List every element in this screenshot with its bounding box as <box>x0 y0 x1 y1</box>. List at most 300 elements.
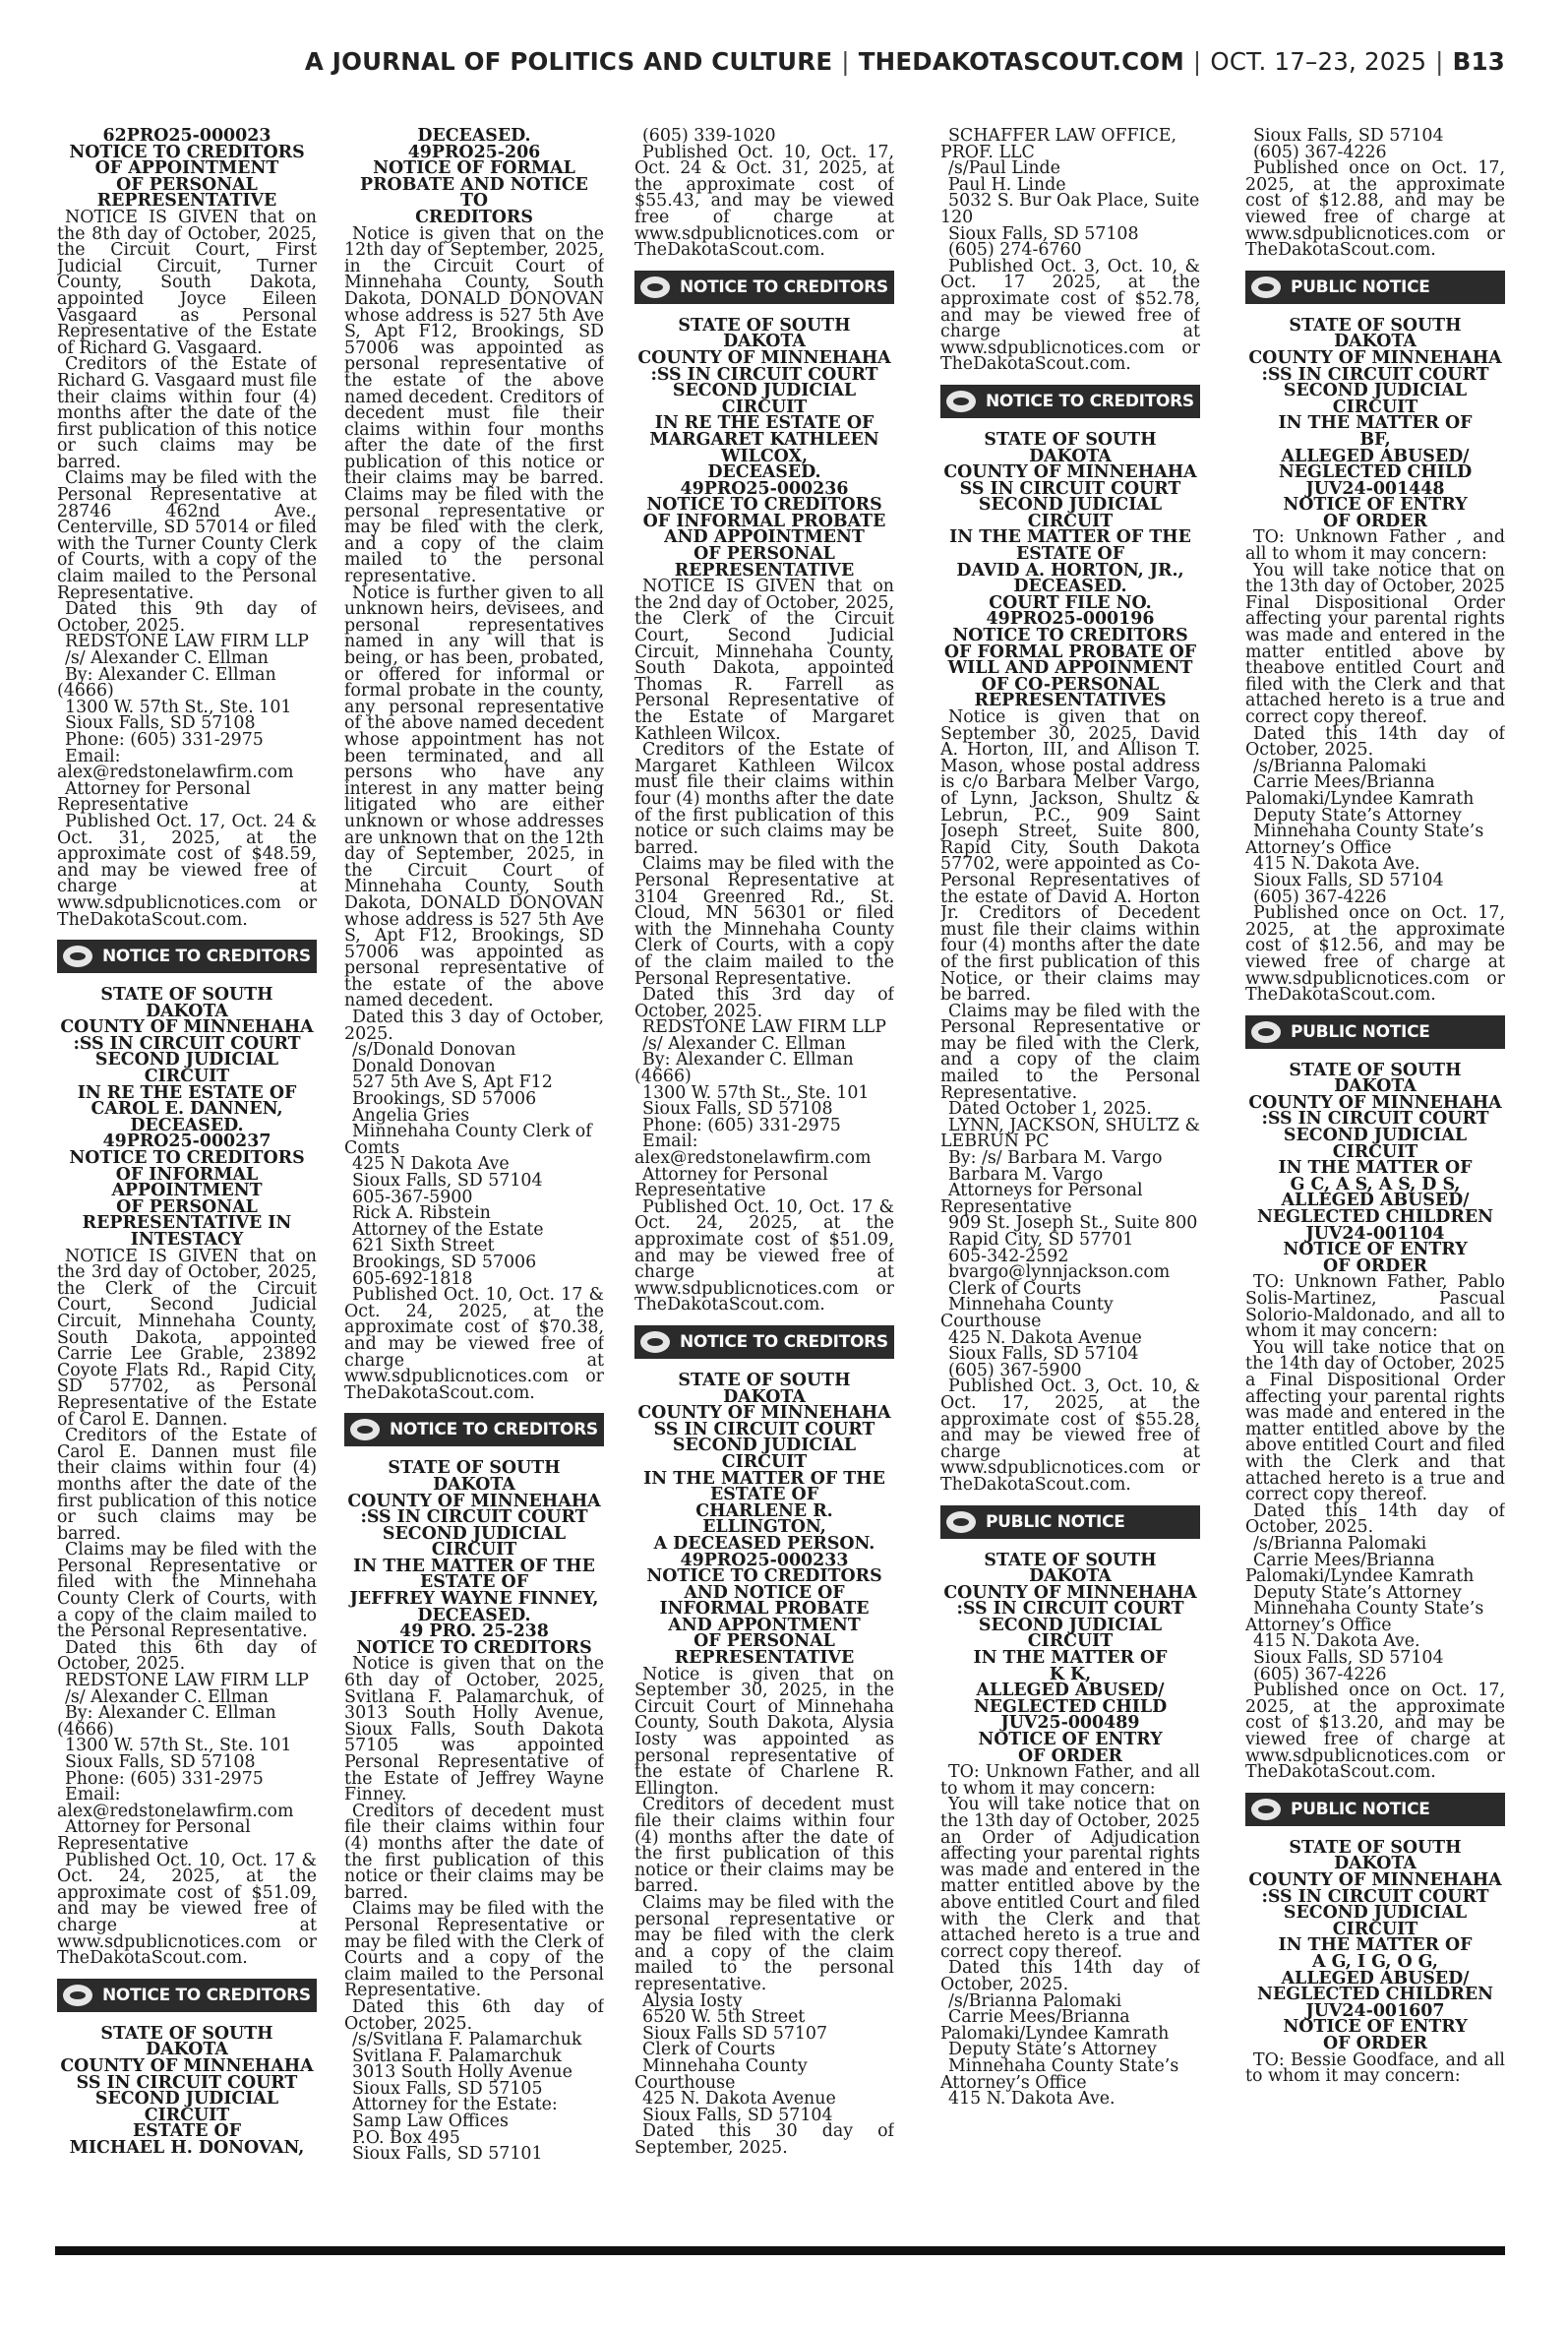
notice-heading-line: NOTICE TO CREDITORS <box>69 142 305 162</box>
notice-heading-line: SECOND JUDICIAL <box>1283 1126 1468 1146</box>
notice-to-creditors-banner <box>344 1413 604 1446</box>
journal-tagline: A JOURNAL OF POLITICS AND CULTURE <box>304 47 833 76</box>
notice-paragraph: TO: Unknown Father, Pablo Solis-Martinez, Pascual Solorio-Maldonado, and all to whom it may concern: <box>1245 1272 1505 1342</box>
notice-paragraph: Dated this 14th day of October, 2025. <box>1245 723 1505 761</box>
notice-paragraph: TO: Unknown Father , and all to whom it may concern: <box>1245 527 1505 565</box>
notice-heading-line: A G, I G, O G, <box>1312 1951 1438 1972</box>
signature-line: 909 St. Joseph St., Suite 800 <box>948 1213 1198 1234</box>
banner-label: PUBLIC NOTICE <box>986 1511 1125 1532</box>
signature-line: 415 N. Dakota Ave. <box>948 2089 1116 2110</box>
notice-heading-line: IN THE MATTER OF <box>973 1648 1168 1669</box>
notice-heading-line: STATE OF SOUTH DAKOTA <box>678 1370 851 1407</box>
signature-line: (605) 367-4226 <box>1253 142 1387 162</box>
signature-line: Attorney for Personal Representative <box>57 778 251 816</box>
notice-paragraph: Published Oct. 10, Oct. 17, Oct. 24 & Oct. 31, 2025, at the approximate cost of $55.43, and may be viewed free of charge at www.sdpublicnotices.com or TheDakotaScout.com. <box>634 142 894 261</box>
scout-logo-icon <box>1251 1021 1281 1043</box>
notice-heading-line: SECOND JUDICIAL <box>978 495 1163 516</box>
scout-logo-icon <box>63 1985 92 2006</box>
notice-heading-line: CIRCUIT <box>1332 397 1418 417</box>
notice-heading-line: OF PERSONAL <box>694 544 835 565</box>
signature-line: Donald Donovan <box>352 1056 496 1076</box>
notice-paragraph: Dated this 3 day of October, 2025. <box>344 1008 604 1044</box>
banner-label: NOTICE TO CREDITORS <box>102 947 311 967</box>
notice-heading-line: NOTICE OF ENTRY <box>978 1730 1163 1750</box>
notice-heading-line: OF PERSONAL <box>116 1196 258 1217</box>
column-2 <box>344 128 604 2233</box>
signature-line: Deputy State’s Attorney <box>948 2040 1157 2060</box>
signature-line: 621 Sixth Street <box>352 1236 495 1256</box>
notice-heading-line: IN RE THE ESTATE OF <box>77 1082 297 1103</box>
signature-line: Rick A. Ribstein <box>352 1203 491 1224</box>
notice-heading-line: NOTICE TO CREDITORS <box>646 1566 882 1587</box>
notice-heading-line: DECEASED. <box>1013 577 1127 597</box>
notice-heading-line: COUNTY OF MINNEHAHA <box>943 462 1197 483</box>
signature-line: Minnehaha County Courthouse <box>940 1295 1114 1331</box>
notice-heading-line: SECOND JUDICIAL <box>94 2089 279 2110</box>
notice-heading-line: CIRCUIT <box>144 1067 230 1087</box>
notice-paragraph: Dated this 14th day of October, 2025. <box>1245 1500 1505 1538</box>
signature-line: P.O. Box 495 <box>352 2127 460 2148</box>
signature-line: (605) 367-4226 <box>1253 887 1387 907</box>
notice-heading-line: OF PERSONAL <box>694 1631 835 1652</box>
signature-line: /s/Paul Linde <box>948 158 1060 179</box>
signature-line: Clerk of Courts <box>642 2040 776 2060</box>
notice-heading-line: NOTICE OF ENTRY <box>1283 495 1468 516</box>
banner-label: PUBLIC NOTICE <box>1291 276 1430 297</box>
notice-heading-line: :SS IN CIRCUIT COURT <box>1261 1886 1489 1907</box>
notice-heading-line: DECEASED. <box>707 462 821 483</box>
notice-heading-line: REPRESENTATIVES <box>974 691 1167 711</box>
signature-line: 415 N. Dakota Ave. <box>1253 854 1420 875</box>
notice-heading-line: CIRCUIT <box>1027 511 1114 531</box>
signature-line: Minnehaha County State’s Attorney’s Office <box>1245 1599 1484 1635</box>
public-notice-banner <box>1245 1793 1505 1826</box>
signature-line: Attorney for Personal Representative <box>57 1817 251 1854</box>
signature-line: Angelia Gries <box>352 1105 470 1126</box>
notice-heading-line: 49 PRO. 25-238 <box>399 1621 549 1642</box>
signature-line: 425 N. Dakota Avenue <box>642 2089 836 2110</box>
notice-paragraph: Published Oct. 10, Oct. 17 & Oct. 24, 2025, at the approximate cost of $70.38, and may be viewed free of charge at www.sdpublicnotices.com or TheDakotaScout.com. <box>344 1285 604 1403</box>
signature-line: Deputy State’s Attorney <box>1253 805 1462 826</box>
signature-line: By: Alexander C. Ellman (4666) <box>634 1050 854 1087</box>
notice-heading-line: ESTATE OF <box>709 1485 819 1505</box>
notice-heading-line: ALLEGED ABUSED/ <box>1281 1191 1470 1211</box>
signature-line: Brookings, SD 57006 <box>352 1089 537 1110</box>
scout-logo-icon <box>640 1331 670 1353</box>
notice-paragraph: Published Oct. 17, Oct. 24 & Oct. 31, 2025, at the approximate cost of $48.59, and may be viewed free of charge at www.sdpublicnotices.com or TheDakotaScout.com. <box>57 811 317 930</box>
signature-line: Attorney for Personal Representative <box>634 1164 828 1201</box>
notice-heading-line: STATE OF SOUTH DAKOTA <box>100 2023 273 2060</box>
notice-heading-line: PROBATE AND NOTICE TO <box>360 174 588 212</box>
notice-heading-line: IN THE MATTER OF THE <box>949 527 1191 548</box>
notice-heading-line: COUNTY OF MINNEHAHA <box>1248 347 1502 368</box>
public-notice-banner <box>1245 1015 1505 1049</box>
signature-line: Email: alex@redstonelawfirm.com <box>57 746 294 783</box>
notice-heading-line: MICHAEL H. DONOVAN, <box>69 2137 305 2158</box>
signature-line: Attorney of the Estate <box>352 1219 544 1240</box>
notice-heading-line: SS IN CIRCUIT COURT <box>76 2072 298 2093</box>
notice-heading-line: STATE OF SOUTH DAKOTA <box>984 1550 1157 1587</box>
signature-line: Sioux Falls, SD 57104 <box>352 1171 543 1191</box>
notice-paragraph: Dated this 9th day of October, 2025. <box>57 599 317 636</box>
notice-paragraph: Dated this 3rd day of October, 2025. <box>634 985 894 1021</box>
signature-line: Phone: (605) 331-2975 <box>642 1115 841 1135</box>
signature-line: Barbara M. Vargo <box>948 1164 1104 1185</box>
notice-heading-line: COUNTY OF MINNEHAHA <box>637 347 891 368</box>
notice-to-creditors-banner <box>940 385 1200 418</box>
signature-line: Rapid City, SD 57701 <box>948 1230 1134 1250</box>
notice-heading-line: NOTICE OF FORMAL <box>373 158 575 179</box>
notice-paragraph: Dated this 6th day of October, 2025. <box>57 1637 317 1675</box>
notice-to-creditors-banner <box>634 271 894 304</box>
notice-heading-line: AND APPONTMENT <box>668 1615 861 1635</box>
signature-line: 605-342-2592 <box>948 1246 1069 1266</box>
notice-paragraph: Claims may be filed with the Personal Representative or may be filed with the Clerk of Courts and a copy of the claim mailed to the Personal Representative. <box>344 1899 604 2001</box>
notice-heading-line: STATE OF SOUTH DAKOTA <box>678 315 851 352</box>
signature-line: (605) 367-5900 <box>948 1360 1082 1380</box>
notice-heading-line: BF, <box>1359 429 1391 450</box>
notice-heading-line: CIRCUIT <box>1332 1141 1418 1162</box>
signature-line: Sioux Falls, SD 57104 <box>1253 1648 1444 1669</box>
notice-heading-line: SECOND JUDICIAL <box>382 1523 567 1544</box>
signature-line: SCHAFFER LAW OFFICE, PROF. LLC <box>940 128 1176 162</box>
signature-line: 5032 S. Bur Oak Place, Suite 120 <box>940 191 1200 227</box>
column-4 <box>940 128 1200 2233</box>
notice-heading-line: K K, <box>1049 1664 1092 1684</box>
notice-heading-line: REPRESENTATIVE <box>674 560 855 581</box>
notice-heading-line: G C, A S, A S, D S, <box>1290 1174 1461 1194</box>
notice-heading-line: JUV24-001104 <box>1305 1223 1445 1244</box>
notice-heading-line: ALLEGED ABUSED/ <box>976 1681 1165 1701</box>
signature-line: Attorneys for Personal Representative <box>940 1181 1143 1217</box>
signature-line: Samp Law Offices <box>352 2111 509 2132</box>
notice-heading-line: INFORMAL PROBATE <box>659 1599 870 1620</box>
notice-heading-line: 49PRO25-000233 <box>680 1550 849 1570</box>
notice-heading-line: AND NOTICE OF <box>684 1582 845 1603</box>
notice-heading-line: JEFFREY WAYNE FINNEY, <box>349 1589 599 1610</box>
signature-line: /s/Brianna Palomaki <box>948 1990 1122 2011</box>
notice-heading-line: COUNTY OF MINNEHAHA <box>637 1403 891 1424</box>
signature-line: 6520 W. 5th Street <box>642 2007 806 2028</box>
signature-line: Alysia Iosty <box>642 1990 743 2011</box>
notice-heading-line: CREDITORS <box>415 207 533 227</box>
banner-label: NOTICE TO CREDITORS <box>986 391 1194 411</box>
notice-heading-line: INTESTACY <box>130 1230 244 1250</box>
notice-heading-line: DECEASED. <box>417 128 531 146</box>
notice-heading-line: COUNTY OF MINNEHAHA <box>60 2055 314 2076</box>
signature-line: Sioux Falls, SD 57105 <box>352 2078 543 2099</box>
notice-heading-line: 49PRO25-000236 <box>680 478 849 499</box>
notice-heading-line: :SS IN CIRCUIT COURT <box>1261 364 1489 385</box>
banner-label: PUBLIC NOTICE <box>1291 1799 1430 1819</box>
notice-heading-line: IN THE MATTER OF <box>1278 413 1473 434</box>
notice-heading-line: IN THE MATTER OF <box>1278 1935 1473 1956</box>
notice-heading-line: REPRESENTATIVE <box>96 191 277 212</box>
notice-heading-line: 49PRO25-000237 <box>102 1132 271 1152</box>
notice-heading-line: ESTATE OF <box>132 2121 242 2142</box>
notice-paragraph: Claims may be filed with the Personal Representative or filed with the Minnehaha County Clerk of Courts, with a copy of the claim mailed to the Personal Representative. <box>57 1540 317 1642</box>
notice-heading-line: SS IN CIRCUIT COURT <box>653 1419 875 1439</box>
notice-paragraph: Published Oct. 3, Oct. 10, & Oct. 17, 2025, at the approximate cost of $55.28, and may be viewed free of charge at www.sdpublicnotices.com or TheDakotaScout.com. <box>940 1377 1200 1495</box>
signature-line: Sioux Falls, SD 57101 <box>352 2144 543 2165</box>
notice-heading-line: STATE OF SOUTH DAKOTA <box>1289 1837 1462 1874</box>
signature-line: Svitlana F. Palamarchuk <box>352 2046 562 2066</box>
signature-line: 605-367-5900 <box>352 1187 473 1207</box>
signature-line: LYNN, JACKSON, SHULTZ & LEBRUN PC <box>940 1115 1200 1152</box>
signature-line: Sioux Falls, SD 57108 <box>65 1752 256 1772</box>
signature-line: Carrie Mees/Brianna Palomaki/Lyndee Kamrath <box>1245 772 1475 809</box>
notice-heading-line: REPRESENTATIVE <box>674 1648 855 1669</box>
notice-heading-line: DECEASED. <box>417 1605 531 1625</box>
notice-heading-line: STATE OF SOUTH DAKOTA <box>1289 1060 1462 1097</box>
column-5 <box>1245 128 1505 2233</box>
notice-paragraph: Dated this 6th day of October, 2025. <box>344 1996 604 2034</box>
notice-paragraph: You will take notice that on the 14th day of October, 2025 a Final Dispositional Order affecting your parental rights was made and entered in the matter entitled above by the above entitled Court and filed with the Clerk and that attached hereto is a true and correct copy thereof. <box>1245 1337 1505 1505</box>
notice-to-creditors-banner <box>57 1979 317 2012</box>
site-name: THEDAKOTASCOUT.COM <box>858 47 1184 76</box>
scout-logo-icon <box>350 1419 380 1440</box>
notice-heading-line: REPRESENTATIVE IN <box>82 1213 292 1234</box>
signature-line: Attorney for the Estate: <box>352 2095 558 2115</box>
notice-paragraph: NOTICE IS GIVEN that on the 3rd day of October, 2025, the Clerk of the Circuit Court, Second Judicial Circuit, Minnehaha County, South Dakota, appointed Carrie Lee Grable, 23892 Coyote Flats Rd., Rapid City, SD 57702, as Personal Representative of the Estate of Carol E. Dannen. <box>57 1246 317 1430</box>
notice-heading-line: A DECEASED PERSON. <box>653 1533 875 1554</box>
signature-line: 605-692-1818 <box>352 1268 473 1289</box>
notice-heading-line: SECOND JUDICIAL <box>978 1615 1163 1635</box>
signature-line: REDSTONE LAW FIRM LLP <box>65 632 309 652</box>
notice-paragraph: You will take notice that on the 13th day of October, 2025 an Order of Adjudication affecting your parental rights was made and entered in the matter entitled above by the above entitled Court and filed with the Clerk and that attached hereto is a true and correct copy thereof. <box>940 1795 1200 1962</box>
signature-line: Sioux Falls, SD 57104 <box>642 2105 833 2125</box>
notice-heading-line: COUNTY OF MINNEHAHA <box>943 1582 1197 1603</box>
signature-line: /s/ Alexander C. Ellman <box>65 648 269 668</box>
notice-heading-line: CIRCUIT <box>1332 1919 1418 1939</box>
notice-heading-line: IN THE MATTER OF THE <box>643 1468 885 1489</box>
notice-paragraph: Claims may be filed with the personal representative or may be filed with the clerk and a copy of the claim mailed to the personal representative. <box>634 1892 894 1994</box>
header-separator: | <box>1192 47 1202 76</box>
notice-heading-line: :SS IN CIRCUIT COURT <box>956 1599 1184 1620</box>
notice-heading-line: :SS IN CIRCUIT COURT <box>360 1507 588 1528</box>
signature-line: Paul H. Linde <box>948 174 1066 195</box>
signature-line: Minnehaha County Clerk of Comts <box>344 1122 592 1158</box>
notice-heading-line: COUNTY OF MINNEHAHA <box>347 1491 601 1511</box>
notice-heading-line: OF ORDER <box>1323 1255 1427 1276</box>
notice-heading-line: SECOND JUDICIAL <box>1283 1903 1468 1924</box>
notice-heading-line: SECOND JUDICIAL <box>672 381 857 401</box>
signature-line: Deputy State’s Attorney <box>1253 1582 1462 1603</box>
notice-heading-line: NOTICE TO CREDITORS <box>356 1637 592 1658</box>
notice-heading-line: DECEASED. <box>130 1115 244 1135</box>
notice-heading-line: OF FORMAL PROBATE OF <box>943 642 1197 662</box>
signature-line: /s/Svitlana F. Palamarchuk <box>352 2030 582 2050</box>
signature-line: Minnehaha County State’s Attorney’s Office <box>1245 822 1484 858</box>
notice-heading-line: COURT FILE NO. <box>989 592 1152 613</box>
notice-heading-line: OF ORDER <box>1018 1745 1122 1766</box>
notice-heading-line: JUV24-001607 <box>1305 2000 1445 2021</box>
notice-heading-line: WILCOX, <box>720 446 809 466</box>
notice-heading-line: OF INFORMAL <box>115 1164 259 1185</box>
notice-paragraph: Published Oct. 10, Oct. 17 & Oct. 24, 2025, at the approximate cost of $51.09, and may be viewed free of charge at www.sdpublicnotices.com or TheDakotaScout.com. <box>57 1850 317 1969</box>
notice-heading-line: :SS IN CIRCUIT COURT <box>73 1033 301 1054</box>
column-3 <box>634 128 894 2233</box>
notice-heading-line: JUV24-001448 <box>1305 478 1445 499</box>
signature-line: REDSTONE LAW FIRM LLP <box>642 1017 886 1038</box>
notice-heading-line: SECOND JUDICIAL <box>1283 381 1468 401</box>
notice-heading-line: STATE OF SOUTH DAKOTA <box>984 429 1157 466</box>
signature-line: (605) 274-6760 <box>948 240 1082 261</box>
notice-paragraph: TO: Bessie Goodface, and all to whom it may concern: <box>1245 2050 1505 2087</box>
notice-paragraph: Published Oct. 10, Oct. 17 & Oct. 24, 2025, at the approximate cost of $51.09, and may be viewed free of charge at www.sdpublicnotices.com or TheDakotaScout.com. <box>634 1196 894 1315</box>
notice-paragraph: Notice is given that on the 6th day of October, 2025, Svitlana F. Palamarchuk, of 3013 South Holly Avenue, Sioux Falls, South Dakota 57105 was appointed Personal Representative of the Estate of Jeffrey Wayne Finney. <box>344 1654 604 1805</box>
signature-line: 425 N. Dakota Avenue <box>948 1327 1142 1348</box>
signature-line: Sioux Falls, SD 57108 <box>642 1099 833 1120</box>
notice-heading-line: :SS IN CIRCUIT COURT <box>1261 1109 1489 1130</box>
notice-paragraph: Dated October 1, 2025. <box>948 1099 1152 1120</box>
notice-paragraph: Notice is further given to all unknown heirs, devisees, and personal representatives named in any will that is being, or has been, probated, or offered for informal or formal probate in the county, any personal representative of the above named decedent whose appointment has not been terminated, and all persons who have any interest in any matter being litigated who are either unknown or whose addresses are unknown that on the 12th day of September, 2025, in the Circuit Court of Minnehaha County, South Dakota, DONALD DONOVAN whose address is 527 5th Ave S, Apt F12, Brookings, SD 57006 was appointed as personal representative of the estate of the above named decedent. <box>344 582 604 1011</box>
signature-line: Minnehaha County Courthouse <box>634 2055 808 2093</box>
notice-paragraph: Notice is given that on September 30, 2025, David A. Horton, III, and Allison T. Mason, whose postal address is c/o Barbara Melber Vargo, of Lynn, Jackson, Shultz & Lebrun, P.C., 909 Saint Joseph Street, Suite 800, Rapid City, South Dakota 57702, were appointed as Co-Personal Representatives of the estate of David A. Horton Jr. Creditors of Decedent must file their claims within four (4) months after the date of the first publication of this Notice, or their claims may be barred. <box>940 707 1200 1006</box>
notice-to-creditors-banner <box>634 1325 894 1359</box>
notice-heading-line: NEGLECTED CHILDREN <box>1257 1985 1493 2005</box>
notice-heading-line: 49PRO25-206 <box>407 142 541 162</box>
signature-line: Phone: (605) 331-2975 <box>65 729 264 750</box>
notice-heading-line: NOTICE OF ENTRY <box>1283 2017 1468 2038</box>
signature-line: Sioux Falls, SD 57108 <box>65 713 256 734</box>
signature-line: 3013 South Holly Avenue <box>352 2062 573 2083</box>
signature-line: 415 N. Dakota Ave. <box>1253 1631 1420 1652</box>
notice-paragraph: Claims may be filed with the Personal Representative at 28746 462nd Ave., Centerville, SD 57014 or filed with the Turner County Clerk of Courts, with a copy of the claim mailed to the Personal Representative. <box>57 468 317 603</box>
notice-heading-line: CHARLENE R. ELLINGTON, <box>695 1500 833 1538</box>
notice-paragraph: Creditors of the Estate of Richard G. Vasgaard must file their claims within four (4) months after the date of the first publication of this notice or such claims may be barred. <box>57 354 317 472</box>
notice-heading-line: NOTICE TO CREDITORS <box>69 1148 305 1169</box>
notice-heading-line: 62PRO25-000023 <box>102 128 271 146</box>
signature-line: By: /s/ Barbara M. Vargo <box>948 1148 1163 1169</box>
signature-line: /s/Brianna Palomaki <box>1253 756 1427 776</box>
banner-label: NOTICE TO CREDITORS <box>102 1985 311 2005</box>
notice-heading-line: SECOND JUDICIAL <box>672 1436 857 1456</box>
signature-line: Carrie Mees/Brianna Palomaki/Lyndee Kamrath <box>1245 1550 1475 1587</box>
legal-notices-columns <box>0 128 1568 2233</box>
notice-heading-line: IN RE THE ESTATE OF <box>654 413 874 434</box>
notice-heading-line: COUNTY OF MINNEHAHA <box>60 1017 314 1038</box>
notice-heading-line: MARGARET KATHLEEN <box>649 429 879 450</box>
signature-line: /s/Donald Donovan <box>352 1040 516 1061</box>
notice-paragraph: Published once on Oct. 17, 2025, at the approximate cost of $13.20, and may be viewed free of charge at www.sdpublicnotices.com or TheDakotaScout.com. <box>1245 1681 1505 1783</box>
notice-heading-line: CIRCUIT <box>144 2105 230 2125</box>
notice-paragraph: Published once on Oct. 17, 2025, at the approximate cost of $12.56, and may be viewed free of charge at www.sdpublicnotices.com or TheDakotaScout.com. <box>1245 903 1505 1006</box>
signature-line: Phone: (605) 331-2975 <box>65 1768 264 1789</box>
public-notice-banner <box>1245 271 1505 304</box>
signature-line: By: Alexander C. Ellman (4666) <box>57 1703 276 1740</box>
notice-heading-line: CIRCUIT <box>721 397 808 417</box>
notice-paragraph: Notice is given that on September 30, 2025, in the Circuit Court of Minnehaha County, South Dakota, Alysia Iosty was appointed as personal representative of the estate of Charlene R. Ellington. <box>634 1664 894 1799</box>
notice-paragraph: NOTICE IS GIVEN that on the 2nd day of October, 2025, the Clerk of the Circuit Court, Second Judicial Circuit, Minnehaha County, South Dakota, appointed Thomas R. Farrell as Personal Representative of the Estate of Margaret Kathleen Wilcox. <box>634 577 894 744</box>
signature-line: By: Alexander C. Ellman (4666) <box>57 664 276 702</box>
signature-line: /s/ Alexander C. Ellman <box>642 1033 846 1054</box>
notice-heading-line: OF ORDER <box>1323 2033 1427 2053</box>
notice-heading-line: NOTICE TO CREDITORS <box>952 626 1188 646</box>
signature-line: Sioux Falls, SD 57104 <box>1253 128 1444 146</box>
notice-to-creditors-banner <box>57 940 317 973</box>
notice-paragraph: Creditors of decedent must file their claims within four (4) months after the date of the first publication of this notice or their claims may be barred. <box>344 1801 604 1903</box>
notice-heading-line: NEGLECTED CHILD <box>1278 462 1473 483</box>
notice-paragraph: Creditors of the Estate of Carol E. Dannen must file their claims within four (4) months after the date of the first publication of this notice or such claims may be barred. <box>57 1426 317 1544</box>
signature-line: Sioux Falls, SD 57104 <box>1253 870 1444 890</box>
notice-heading-line: JUV25-000489 <box>1000 1713 1140 1734</box>
page-header <box>0 47 1505 76</box>
signature-line: 527 5th Ave S, Apt F12 <box>352 1072 553 1093</box>
column-1 <box>57 128 317 2233</box>
header-separator: | <box>841 47 850 76</box>
notice-heading-line: CIRCUIT <box>1027 1631 1114 1652</box>
public-notice-banner <box>940 1505 1200 1539</box>
notice-heading-line: NOTICE OF ENTRY <box>1283 1240 1468 1260</box>
signature-line: 1300 W. 57th St., Ste. 101 <box>65 1736 292 1756</box>
signature-line: Clerk of Courts <box>948 1278 1082 1299</box>
signature-line: REDSTONE LAW FIRM LLP <box>65 1671 309 1691</box>
bottom-rule <box>55 2246 1505 2255</box>
notice-heading-line: NEGLECTED CHILDREN <box>1257 1207 1493 1228</box>
notice-paragraph: Notice is given that on the 12th day of September, 2025, in the Circuit Court of Minnehaha County, South Dakota, DONALD DONOVAN whose address is 527 5th Ave S, Apt F12, Brookings, SD 57006 was appointed as personal representative of the estate of the above named decedent. Creditors of decedent must file their claims within four months after the date of the first publication of this notice or their claims may be barred. Claims may be filed with the personal representative or may be filed with the clerk, and a copy of the claim mailed to the personal representative. <box>344 223 604 587</box>
notice-heading-line: ALLEGED ABUSED/ <box>1281 1968 1470 1988</box>
scout-logo-icon <box>640 276 670 298</box>
signature-line: 1300 W. 57th St., Ste. 101 <box>65 697 292 717</box>
signature-line: Sioux Falls, SD 57104 <box>948 1344 1139 1365</box>
signature-line: (605) 339-1020 <box>642 128 776 146</box>
notice-heading-line: ALLEGED ABUSED/ <box>1281 446 1470 466</box>
notice-paragraph: Claims may be filed with the Personal Representative or may be filed with the Clerk, and a copy of the claim mailed to the Personal Representative. <box>940 1001 1200 1103</box>
signature-line: /s/Brianna Palomaki <box>1253 1533 1427 1554</box>
notice-heading-line: CIRCUIT <box>431 1540 517 1560</box>
notice-heading-line: :SS IN CIRCUIT COURT <box>650 364 878 385</box>
banner-label: PUBLIC NOTICE <box>1291 1021 1430 1042</box>
notice-heading-line: CIRCUIT <box>721 1451 808 1472</box>
banner-label: NOTICE TO CREDITORS <box>680 276 888 297</box>
notice-heading-line: CAROL E. DANNEN, <box>90 1099 283 1120</box>
notice-heading-line: IN THE MATTER OF THE <box>353 1556 595 1576</box>
notice-heading-line: OF PERSONAL <box>116 174 258 195</box>
notice-heading-line: COUNTY OF MINNEHAHA <box>1248 1870 1502 1890</box>
signature-line: Sioux Falls, SD 57108 <box>948 223 1139 244</box>
banner-label: NOTICE TO CREDITORS <box>680 1331 888 1352</box>
signature-line: 425 N Dakota Ave <box>352 1154 510 1175</box>
scout-logo-icon <box>1251 276 1281 298</box>
notice-heading-line: DAVID A. HORTON, JR., <box>956 560 1184 581</box>
notice-heading-line: SECOND JUDICIAL <box>94 1050 279 1071</box>
notice-paragraph: Creditors of the Estate of Margaret Kathleen Wilcox must file their claims within four (4) months after the date of the first publication of this notice or such claims may be barred. <box>634 740 894 858</box>
notice-heading-line: OF INFORMAL PROBATE <box>642 511 886 531</box>
notice-heading-line: STATE OF SOUTH DAKOTA <box>388 1458 561 1495</box>
signature-line: Sioux Falls SD 57107 <box>642 2023 828 2044</box>
banner-label: NOTICE TO CREDITORS <box>390 1420 598 1440</box>
scout-logo-icon <box>946 1511 976 1533</box>
notice-paragraph: You will take notice that on the 13th day of October, 2025 Final Dispositional Order affecting your parental rights was made and entered in the matter entitled above by theabove entitled Court and filed with the Clerk and that attached hereto is a true and correct copy thereof. <box>1245 560 1505 727</box>
notice-heading-line: OF ORDER <box>1323 511 1427 531</box>
notice-paragraph: Dated this 30 day of September, 2025. <box>634 2121 894 2158</box>
signature-line: /s/ Alexander C. Ellman <box>65 1686 269 1707</box>
signature-line: Minnehaha County State’s Attorney’s Office <box>940 2055 1179 2093</box>
notice-heading-line: SS IN CIRCUIT COURT <box>959 478 1181 499</box>
notice-paragraph: NOTICE IS GIVEN that on the 8th day of October, 2025, the Circuit Court, First Judicial Circuit, Turner County, South Dakota, appointed Joyce Eileen Vasgaard as Personal Representative of the Estate of Richard G. Vasgaard. <box>57 207 317 358</box>
notice-heading-line: STATE OF SOUTH DAKOTA <box>100 985 273 1021</box>
notice-paragraph: Published once on Oct. 17, 2025, at the approximate cost of $12.88, and may be viewed free of charge at www.sdpublicnotices.com or TheDakotaScout.com. <box>1245 158 1505 261</box>
notice-heading-line: IN THE MATTER OF <box>1278 1158 1473 1179</box>
signature-line: Email: alex@redstonelawfirm.com <box>57 1785 294 1821</box>
notice-heading-line: STATE OF SOUTH DAKOTA <box>1289 315 1462 352</box>
notice-heading-line: 49PRO25-000196 <box>986 609 1155 630</box>
notice-paragraph: Published Oct. 3, Oct. 10, & Oct. 17 2025, at the approximate cost of $52.78, and may be viewed free of charge at www.sdpublicnotices.com or TheDakotaScout.com. <box>940 256 1200 375</box>
notice-paragraph: Dated this 14th day of October, 2025. <box>940 1958 1200 1994</box>
notice-heading-line: NOTICE TO CREDITORS <box>646 495 882 516</box>
notice-heading-line: ESTATE OF <box>1015 544 1125 565</box>
